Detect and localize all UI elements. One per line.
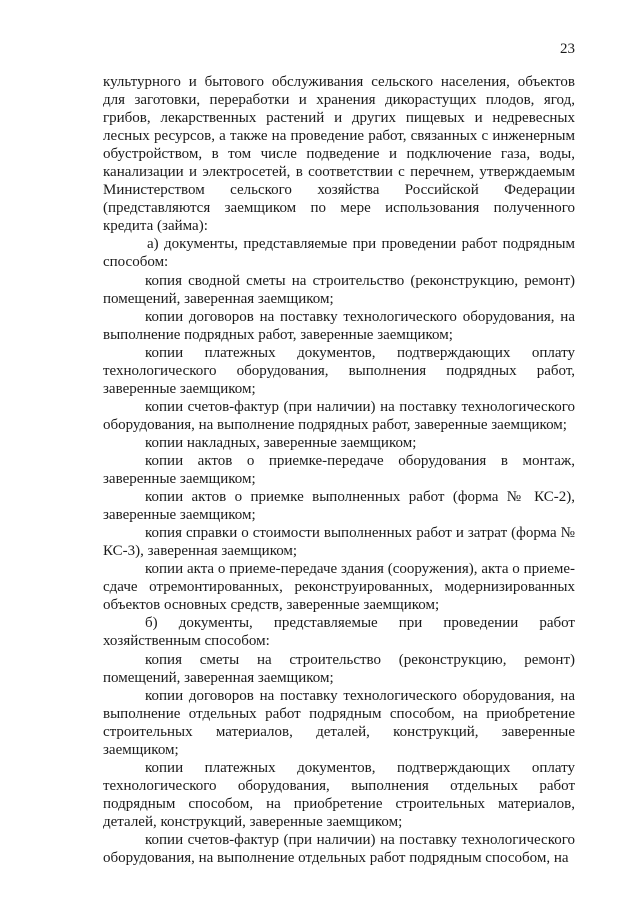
page-number: 23 xyxy=(560,41,575,57)
paragraph-item: копии платежных документов, подтверждающих оплату технологического оборудования, выполнения подрядных работ, заверенные заемщиком; xyxy=(103,344,575,397)
paragraph-item: копии платежных документов, подтверждающих оплату технологического оборудования, выполнения отдельных работ подрядным способом, на приобретение строительных материалов, деталей, конструкций, заверенные заемщиком; xyxy=(103,759,575,830)
paragraph-item: копии накладных, заверенные заемщиком; xyxy=(145,434,417,451)
paragraph-item: копии актов о приемке-передаче оборудования в монтаж, заверенные заемщиком; xyxy=(103,452,575,488)
paragraph-section-b: б) документы, представляемые при проведении работ хозяйственным способом: xyxy=(103,615,575,650)
paragraph-continuation: культурного и бытового обслуживания сельского населения, объектов для заготовки, переработки и хранения дикорастущих плодов, ягод, грибов, лекарственных растений и других пищевых и недревесных лесных ресурсов, а также на проведение работ, связанных с инженерным обустройством, в том числе подведение и подключение газа, воды, канализации и электросетей, в соответствии с перечнем, утверждаемым Министерством сельского хозяйства Российской Федерации (представляются заемщиком по мере использования полученного кредита (займа): xyxy=(103,74,575,235)
paragraph-section-a: а) документы, представляемые при проведении работ подрядным способом: xyxy=(103,236,575,271)
paragraph-item: копии счетов-фактур (при наличии) на поставку технологического оборудования, на выполнение подрядных работ, заверенные заемщиком; xyxy=(103,398,575,433)
paragraph-item: копии договоров на поставку технологического оборудования, на выполнение подрядных работ, заверенные заемщиком; xyxy=(103,308,575,343)
paragraph-item: копия справки о стоимости выполненных работ и затрат (форма № КС-3), заверенная заемщиком; xyxy=(103,525,575,560)
paragraph-item: копии счетов-фактур (при наличии) на поставку технологического оборудования, на выполнение отдельных работ подрядным способом, на xyxy=(103,831,575,867)
paragraph-item: копии договоров на поставку технологического оборудования, на выполнение отдельных работ подрядным способом, на приобретение строительных материалов, деталей, конструкций, заверенные заемщиком; xyxy=(103,687,575,758)
paragraph-item: копии актов о приемке выполненных работ (форма № КС-2), заверенные заемщиком; xyxy=(103,489,575,524)
document-body xyxy=(103,73,575,867)
paragraph-item: копии акта о приеме-передаче здания (сооружения), акта о приеме-сдаче отремонтированных, реконструированных, модернизированных объектов основных средств, заверенные заемщиком; xyxy=(103,561,575,614)
paragraph-item: копия сметы на строительство (реконструкцию, ремонт) помещений, заверенная заемщиком; xyxy=(103,651,575,686)
paragraph-item: копия сводной сметы на строительство (реконструкцию, ремонт) помещений, заверенная заемщиком; xyxy=(103,272,575,307)
